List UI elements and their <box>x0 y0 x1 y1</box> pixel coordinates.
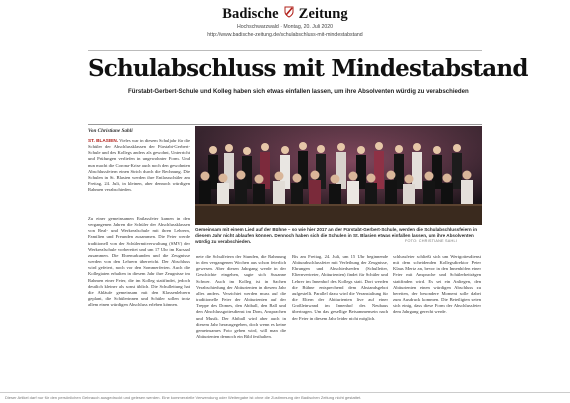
body-column-1: Zu einer gemeinsamen Entlassfeier kamen in den vergangenen Jahren die Schüler der Abschlussklassen von Real- und Werkrealschule mit ihren Lehrern, Familien und Freunden zusammen. Die Feier werde traditionell von der Schülermitverwaltung (SMV) der Werkrealschule vorbereitet und um 17 Uhr im Kursaal zusammen. Die Ehrenurkunden und die Zeugnisse werden von den Lehrern überreicht. Der Abschluss wird gefeiert, noch vor den Sommerferien. Auch die Kollegiaten erhalten in diesem Jahr ihre Zeugnisse im Rahmen einer Feier, die im Kolleg stattfindet, jedoch deutlich kleiner als sonst üblich. Die Schulleitung hat die Abläufe gemeinsam mit den Klassenlehrern geplant, die Schülerinnen und Schüler sollen trotz allem einen würdigen Abschluss erleben können. <box>88 216 190 308</box>
coat-of-arms-icon <box>284 6 294 18</box>
article-headline: Schulabschluss mit Mindestabstand <box>88 55 528 82</box>
photo-caption: Gemeinsam mit einem Lied auf der Bühne – so wie hier 2017 an der Fürstabt-Gerbert-Schule, werden die Schulabschlussfeiern in diesem Jahr nicht ablaufen können. Dennoch haben sich die Schulen in St. Blasien etwas einfallen lassen, um ihre Absolventen würdig zu verabschieden. <box>195 227 478 245</box>
byline-divider <box>88 124 482 125</box>
article-byline: Von Christiane Sahli <box>88 128 133 134</box>
body-column-2: nete die Schulfeiern der Stunden, die Rahmung in den vergangenen Wochen aus schon feierlich gewesen. Aber diesen Jahrgang werde in der Geschichte eingehen, sagte sich Susanne Schwer. Auch im Kolleg ist in Sachen Verabschiedung der Abiturienten in diesem Jahr alles anders. Verzichtet werden muss auf die traditionelle Feier der Abiturienten auf der Treppe des Domes, den Abiball, den Ball und den Abschlussgottesdienst im Dom, Ansprachen und Musik. Der Abiball wird aber auch in diesem Jahr herausgegeben, doch wenn es keine gemeinsames Foto geben wird, will man die Abiturienten dennoch ein Bild festhalten. <box>196 254 286 340</box>
usage-notice: Dieser Artikel darf nur für den persönlichen Gebrauch ausgedruckt und gelesen werden. Eine kommerzielle Verwendung oder Weitergabe ist ohne die Zustimmung der Badischen Zeitung nicht gestattet. <box>5 395 362 400</box>
edition-line: Hochschwarzwald · Montag, 20. Juli 2020 <box>236 24 334 30</box>
article-url[interactable]: http://www.badische-zeitung.de/schulabschluss-mit-mindestabstand <box>207 31 363 38</box>
dateline: ST. BLASIEN. <box>88 138 119 143</box>
body-column-4: schlussfeier schließt sich um Wertgottesdienst mit dem scheidenden Kollegsdirektor Peter Klaus Mertz an, bevor in den Innenhöfen einer Feier mit Ansprache und Schülerbeiträgen stattfinden wird. Es sei ein Anliegen, den Abiturienten einen würdigen Abschluss zu bereiten, der besondere Moment solle dabei zum Ausdruck kommen. Die Beteiligten seien sich einig, dass diese Form der Abschlussfeier dem Jahrgang gerecht werde. <box>393 254 481 315</box>
newspaper-logo[interactable] <box>222 6 347 23</box>
brand-left: Badische <box>222 6 279 22</box>
choir-on-stage-photo <box>195 126 482 225</box>
brand-right: Zeitung <box>298 6 348 22</box>
body-column-3: Bis am Freitag, 24. Juli, um 15 Uhr beginnende Abiturabschlussfeier mit Verleihung der Zeugnisse, Ehrungen und Abschiedsreden (Schulleiter, Elternvertreter, Abiturienten) findet für Schüler und Lehrer im Innenhof des Kollegs statt. Dort werden die Bühne entsprechend dem Abstandsgebot aufgestellt. Parallel dazu wird die Veranstaltung für die Eltern der Abiturienten live auf einer Großleinwand im Innenhof des Neubaus übertragen. Um das gesellige Beisammensein nach der Feier in diesem Jahr leider nicht möglich. <box>292 254 388 321</box>
photo-credit: FOTO: CHRISTIANE SAHLI <box>405 239 458 243</box>
article-photo <box>195 126 482 225</box>
article-subhead: Fürstabt-Gerbert-Schule und Kolleg haben sich etwas einfallen lassen, um ihre Absolventen würdig zu verabschieden <box>128 88 469 95</box>
masthead <box>0 5 570 38</box>
lead-paragraph <box>88 138 190 210</box>
lead-text: Vieles war in diesem Schuljahr für die Schüler der Abschlussklassen der Fürstabt-Gerbert-Schule und des Kollegs anders als gewohnt, Unterricht und Prüfungen verliefen in ungewohnter Form. Und nun macht die Corona-Krise auch noch den gewohnten Abschlussfeiern einen Strich durch die Rechnung. Die Schulen in St. Blasien werden ihre Entlassschüler am Freitag, 24. Juli, in kleinen, aber dennoch würdigen Rahmen verabschieden. <box>88 138 190 193</box>
top-divider <box>88 50 482 51</box>
